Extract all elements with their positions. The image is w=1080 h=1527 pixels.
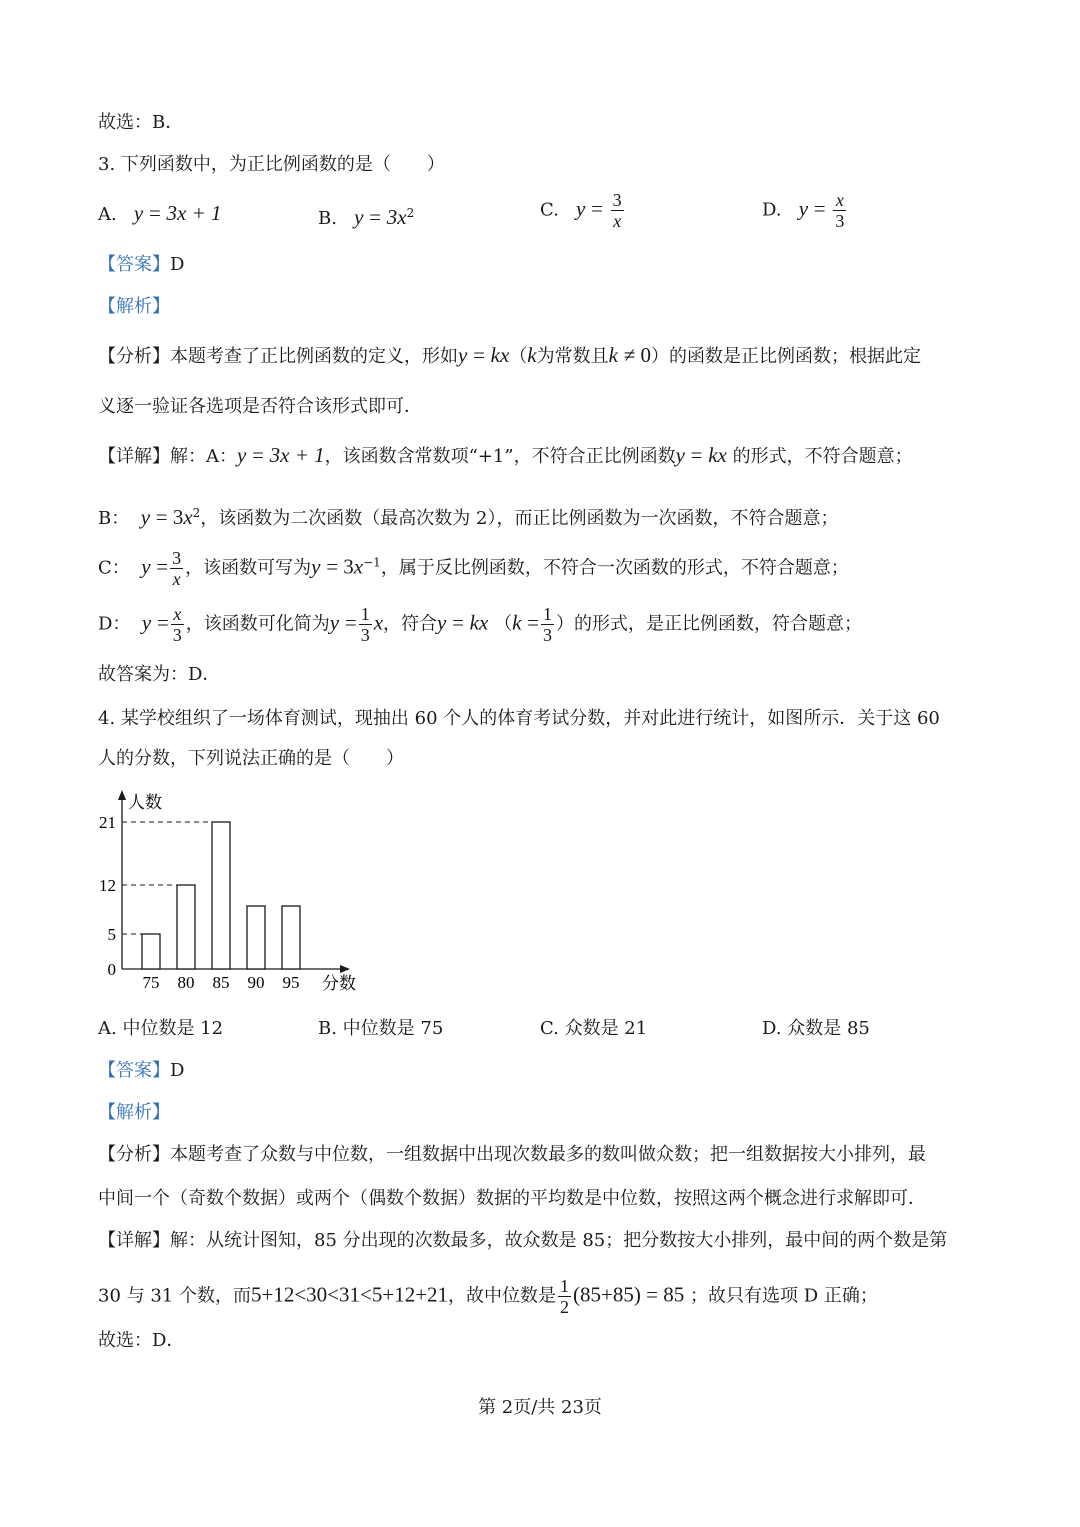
- x-axis-arrow: [340, 965, 350, 973]
- q4-stem-1: 4. 某学校组织了一场体育测试，现抽出 60 个人的体育考试分数，并对此进行统计，如图所示．关于这 60: [98, 708, 940, 729]
- q3-detail-c: C： y = $\frac{3}{x}$ ，该函数可写为$y = 3x^{-1}$，属于反比例函数，不符合一次函数的形式，不符合题意；: [98, 548, 849, 589]
- q4-detail-1: 【详解】解：从统计图知，85 分出现的次数最多，故众数是 85；把分数按大小排列，最中间的两个数是第: [98, 1230, 948, 1251]
- q3-fenxi-2: 义逐一验证各选项是否符合该形式即可．: [98, 396, 422, 417]
- q3-detail-a: 【详解】解：A：y = 3x + 1，该函数含常数项“+1”，不符合正比例函数y = kx 的形式，不符合题意；: [98, 443, 913, 467]
- x-tick-label: 85: [212, 973, 230, 992]
- x-axis-label: 分数: [322, 974, 356, 994]
- q4-answer: 【答案】D: [98, 1060, 185, 1081]
- q3-option-a: A. y = 3x + 1: [98, 201, 222, 225]
- bar-chart: [98, 788, 378, 998]
- page-footer: 第 2页/共 23页: [478, 1397, 602, 1418]
- y-tick-label: 21: [99, 813, 116, 832]
- y-tick-label: 5: [107, 925, 116, 944]
- q3-conclusion: 故答案为：D．: [98, 664, 221, 685]
- q4-conclusion: 故选：D．: [98, 1330, 185, 1351]
- q3-analysis-tag: 【解析】: [98, 296, 170, 317]
- q4-detail-2: 30 与 31 个数，而5+12<30<31<5+12+21，故中位数是 $\frac{1}{2}$ (85+85) = 85 ；故只有选项 D 正确；: [98, 1276, 878, 1317]
- x-tick-label: 75: [142, 973, 160, 992]
- q4-option-b: B. 中位数是 75: [318, 1018, 444, 1039]
- q4-analysis-tag: 【解析】: [98, 1102, 170, 1123]
- q3-answer: 【答案】D: [98, 254, 185, 275]
- q4-option-d: D. 众数是 85: [762, 1018, 870, 1039]
- x-tick-label: 90: [247, 973, 265, 992]
- y-tick-label: 0: [107, 960, 116, 979]
- q3-detail-d: D： y = $\frac{x}{3}$ ，该函数可化简为y = $\frac{1}{3}$ x，符合y = kx （k = $\frac{1}{3}$ ）的形式，是正比例函数，符合题意；: [98, 604, 862, 645]
- bar-85: [212, 822, 230, 969]
- q3-option-c: C. y = $\frac{3}{x}$: [540, 190, 622, 231]
- y-tick-label: 12: [99, 876, 116, 895]
- y-axis-label: 人数: [128, 793, 162, 813]
- q4-fenxi-1: 【分析】本题考查了众数与中位数，一组数据中出现次数最多的数叫做众数；把一组数据按大小排列，最: [98, 1144, 926, 1165]
- q3-option-d: D. y = $\frac{x}{3}$: [762, 190, 845, 231]
- prev-conclusion: 故选：B．: [98, 112, 184, 133]
- bar-95: [282, 906, 300, 969]
- bar-80: [177, 885, 195, 969]
- x-tick-label: 80: [177, 973, 195, 992]
- q3-stem: 3. 下列函数中，为正比例函数的是（ ）: [98, 154, 445, 175]
- q4-stem-2: 人的分数，下列说法正确的是（ ）: [98, 748, 404, 769]
- q3-fenxi-1: 【分析】本题考查了正比例函数的定义，形如y = kx（k为常数且k ≠ 0）的函数是正比例函数；根据此定: [98, 343, 921, 367]
- bar-90: [247, 906, 265, 969]
- q4-option-c: C. 众数是 21: [540, 1018, 648, 1039]
- x-tick-label: 95: [282, 973, 300, 992]
- bar-75: [142, 934, 160, 969]
- q3-detail-b: B： $y = 3x^2$，该函数为二次函数（最高次数为 2），而正比例函数为一次函数，不符合题意；: [98, 505, 839, 529]
- q3-option-b: B. $y = 3x^2$: [318, 205, 415, 229]
- q4-fenxi-2: 中间一个（奇数个数据）或两个（偶数个数据）数据的平均数是中位数，按照这两个概念进行求解即可．: [98, 1188, 926, 1209]
- y-axis-arrow: [118, 790, 126, 800]
- q4-option-a: A. 中位数是 12: [98, 1018, 224, 1039]
